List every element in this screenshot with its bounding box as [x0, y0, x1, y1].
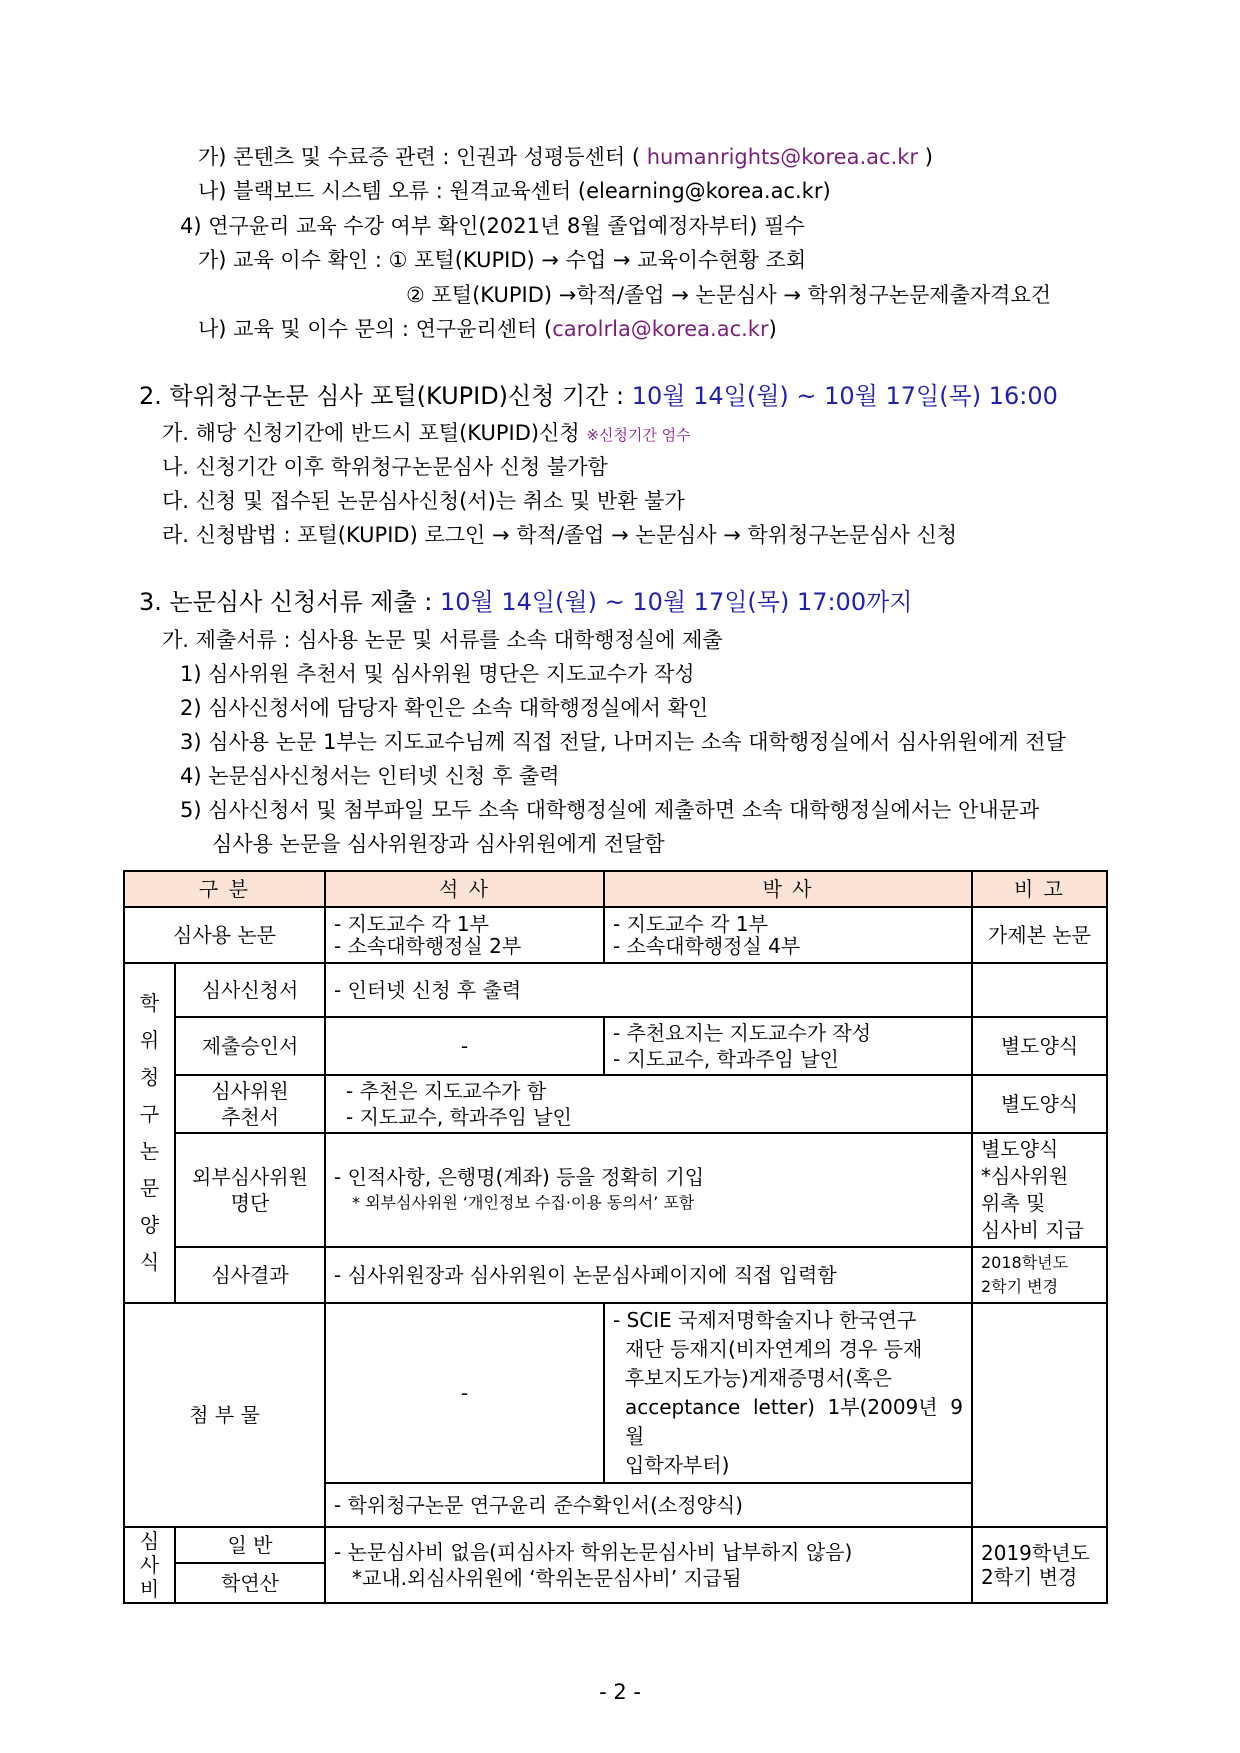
external-remark: 별도양식 *심사위원 위촉 및 심사비 지급	[972, 1133, 1107, 1247]
fee-remark: 2019학년도 2학기 변경	[972, 1527, 1107, 1603]
table-row-external	[124, 1133, 1107, 1247]
table-row-thesis	[124, 907, 1107, 963]
education-check-line: 가) 교육 이수 확인 : ① 포털(KUPID) → 수업 → 교육이수현황 조회	[198, 248, 807, 272]
attach-doctor: - SCIE 국제저명학술지나 한국연구 재단 등재지(비자연계의 경우 등재 후보지도가능)게재증명서(혹은 acceptance letter) 1부(2009년 9월 입학자부터)	[604, 1303, 972, 1483]
section3-item-a: 가. 제출서류 : 심사용 논문 및 서류를 소속 대학행정실에 제출	[162, 628, 723, 652]
external-label: 외부심사위원 명단	[175, 1133, 325, 1247]
table-header-row	[124, 871, 1107, 907]
contents-contact-line: 가) 콘텐츠 및 수료증 관련 : 인권과 성평등센터 ( humanrights@korea.ac.kr )	[198, 145, 933, 169]
section3-item-2: 2) 심사신청서에 담당자 확인은 소속 대학행정실에서 확인	[180, 696, 709, 720]
apply-remark	[972, 963, 1107, 1017]
attach-master: -	[325, 1303, 604, 1483]
table-row-apply	[124, 963, 1107, 1017]
carolrla-email-link[interactable]: carolrla@korea.ac.kr	[552, 317, 769, 341]
header-remark: 비 고	[972, 871, 1107, 907]
section3-heading: 3. 논문심사 신청서류 제출 : 10월 14일(월) ~ 10월 17일(목) 17:00까지	[139, 588, 913, 616]
result-label: 심사결과	[175, 1247, 325, 1303]
header-gubun: 구 분	[124, 871, 325, 907]
section2-note: ※신청기간 엄수	[586, 426, 691, 444]
external-content: - 인적사항, 은행명(계좌) 등을 정확히 기입 * 외부심사위원 ‘개인정보 수집·이용 동의서’ 포함	[325, 1133, 972, 1247]
table-row-attach	[124, 1303, 1107, 1483]
table-row-recommend	[124, 1075, 1107, 1133]
result-content: - 심사위원장과 심사위원이 논문심사페이지에 직접 입력함	[325, 1247, 972, 1303]
section2-item-b: 나. 신청기간 이후 학위청구논문심사 신청 불가함	[162, 455, 608, 479]
approve-remark: 별도양식	[972, 1017, 1107, 1075]
ethics-education-line: 4) 연구윤리 교육 수강 여부 확인(2021년 8월 졸업예정자부터) 필수	[180, 214, 805, 238]
fee-industry-label: 학연산	[175, 1563, 325, 1603]
attach-label: 첨 부 물	[124, 1303, 325, 1527]
fee-content: - 논문심사비 없음(피심사자 학위논문심사비 납부하지 않음) *교내.외심사위원에 ‘학위논문심사비’ 지급됨	[325, 1527, 972, 1603]
recommend-label: 심사위원 추천서	[175, 1075, 325, 1133]
education-check-line-2: ② 포털(KUPID) →학적/졸업 → 논문심사 → 학위청구논문제출자격요건	[406, 283, 1052, 307]
section3-item-5-cont: 심사용 논문을 심사위원장과 심사위원에게 전달함	[212, 832, 665, 856]
section3-item-1: 1) 심사위원 추천서 및 심사위원 명단은 지도교수가 작성	[180, 662, 695, 686]
recommend-remark: 별도양식	[972, 1075, 1107, 1133]
section2-heading: 2. 학위청구논문 심사 포털(KUPID)신청 기간 : 10월 14일(월) ~ 10월 17일(목) 16:00	[139, 382, 1058, 410]
section2-item-c: 다. 신청 및 접수된 논문심사신청(서)는 취소 및 반환 불가	[162, 489, 685, 513]
submission-table	[123, 870, 1108, 1604]
section3-item-5: 5) 심사신청서 및 첨부파일 모두 소속 대학행정실에 제출하면 소속 대학행정실에서는 안내문과	[180, 798, 1040, 822]
thesis-doctor: - 지도교수 각 1부 - 소속대학행정실 4부	[604, 907, 972, 963]
thesis-label: 심사용 논문	[124, 907, 325, 963]
page-number: - 2 -	[599, 1680, 641, 1704]
thesis-remark: 가제본 논문	[972, 907, 1107, 963]
section3-item-4: 4) 논문심사신청서는 인터넷 신청 후 출력	[180, 764, 560, 788]
section3-item-3: 3) 심사용 논문 1부는 지도교수님께 직접 전달, 나머지는 소속 대학행정실에서 심사위원에게 전달	[180, 730, 1066, 754]
section2-item-d: 라. 신청밥법 : 포털(KUPID) 로그인 → 학적/졸업 → 논문심사 → 학위청구논문심사 신청	[162, 523, 958, 547]
table-row-result	[124, 1247, 1107, 1303]
header-master: 석 사	[325, 871, 604, 907]
fee-group-label: 심 사 비	[124, 1527, 175, 1603]
table-row-approve	[124, 1017, 1107, 1075]
table-row-fee-general	[124, 1527, 1107, 1563]
attach-remark	[972, 1303, 1107, 1527]
recommend-content: - 추천은 지도교수가 함 - 지도교수, 학과주임 날인	[325, 1075, 972, 1133]
apply-label: 심사신청서	[175, 963, 325, 1017]
ethics-contact-line: 나) 교육 및 이수 문의 : 연구윤리센터 (carolrla@korea.ac.kr)	[198, 317, 777, 341]
approve-master: -	[325, 1017, 604, 1075]
thesis-master: - 지도교수 각 1부 - 소속대학행정실 2부	[325, 907, 604, 963]
fee-general-label: 일 반	[175, 1527, 325, 1563]
approve-label: 제출승인서	[175, 1017, 325, 1075]
humanrights-email-link[interactable]: humanrights@korea.ac.kr	[646, 145, 919, 169]
header-doctor: 박 사	[604, 871, 972, 907]
result-remark: 2018학년도 2학기 변경	[972, 1247, 1107, 1303]
degree-form-group-label: 학 위 청 구 논 문 양 식	[124, 963, 175, 1303]
ethics-content: - 학위청구논문 연구윤리 준수확인서(소정양식)	[325, 1483, 972, 1527]
apply-content: - 인터넷 신청 후 출력	[325, 963, 972, 1017]
section2-item-a: 가. 해당 신청기간에 반드시 포털(KUPID)신청 ※신청기간 엄수	[162, 421, 691, 445]
blackboard-contact-line: 나) 블랙보드 시스템 오류 : 원격교육센터 (elearning@korea.ac.kr)	[198, 179, 831, 203]
approve-doctor: - 추천요지는 지도교수가 작성 - 지도교수, 학과주임 날인	[604, 1017, 972, 1075]
